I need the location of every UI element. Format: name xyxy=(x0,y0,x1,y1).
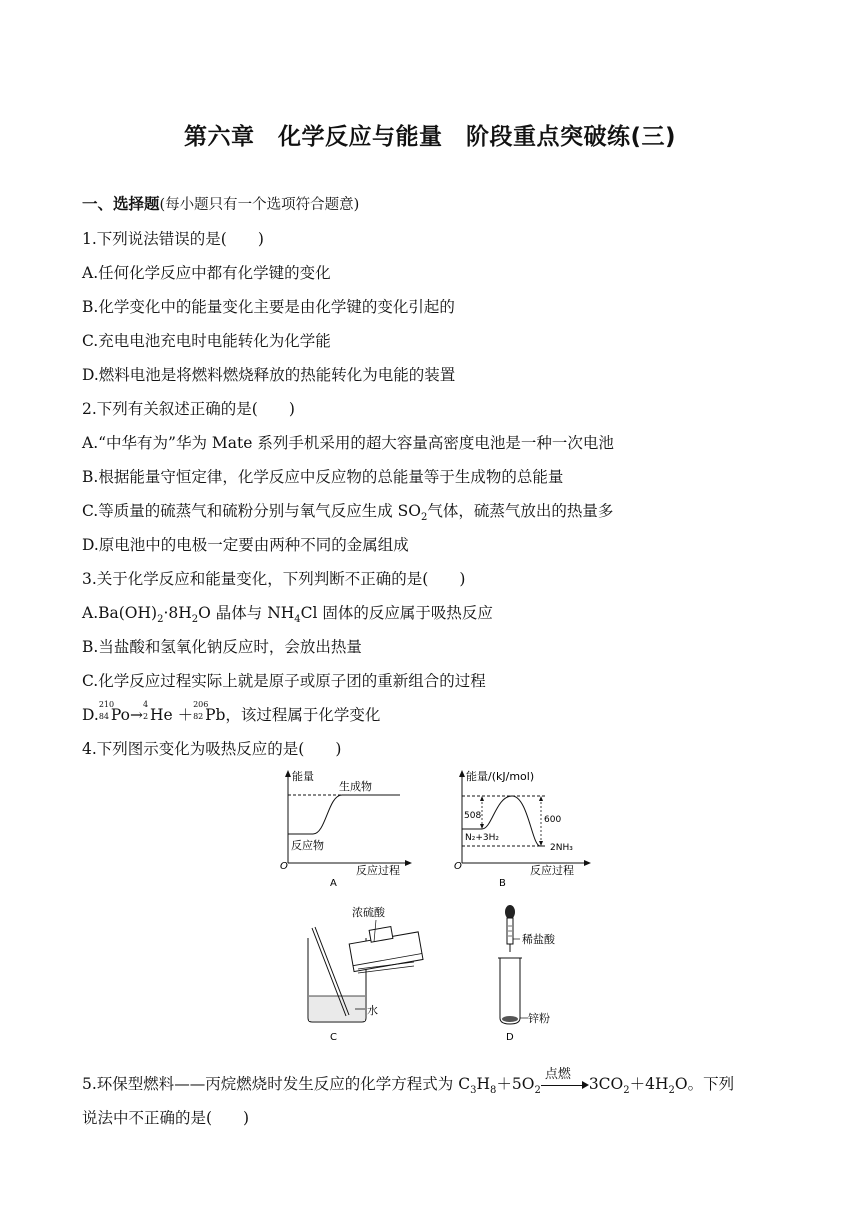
fig-b-xlabel: 反应过程 xyxy=(530,864,574,877)
fig-d-reagent: 稀盐酸 xyxy=(522,933,555,946)
q3-option-d: D. 210 84 Po→ 4 2 He ＋ 206 82 Pb，该过程属于化学变化 xyxy=(82,700,381,724)
fig-c-water: 水 xyxy=(367,1004,378,1017)
q3-option-b: B.当盐酸和氢氧化钠反应时，会放出热量 xyxy=(82,638,362,656)
figure-a-energy-diagram xyxy=(278,768,418,893)
fig-d-solid: 锌粉 xyxy=(528,1012,550,1025)
q2-option-c: C.等质量的硫蒸气和硫粉分别与氧气反应生成 $SO_2$气体，硫蒸气放出的热量多 xyxy=(82,502,614,524)
q3-option-a: $A.Ba(OH)_2\cdot 8H_2O$ 晶体与 $NH_4Cl$ 固体的反应属于吸热反应 xyxy=(82,604,493,626)
fig-a-ylabel: 能量 xyxy=(292,770,314,783)
q3-option-c: C.化学反应过程实际上就是原子或原子团的重新组合的过程 xyxy=(82,672,486,690)
fig-a-origin: O xyxy=(280,861,288,872)
q1-stem: 1.下列说法错误的是( ) xyxy=(82,230,264,248)
q1-option-d: D.燃料电池是将燃料燃烧释放的热能转化为电能的装置 xyxy=(82,366,456,384)
fig-a-caption: A xyxy=(330,878,337,889)
section-note: (每小题只有一个选项符合题意) xyxy=(159,197,360,213)
fig-a-reactant: 反应物 xyxy=(291,839,324,852)
fig-c-reagent: 浓硫酸 xyxy=(352,906,385,919)
q2-option-a: A.“中华有为”华为 Mate 系列手机采用的超大容量高密度电池是一种一次电池 xyxy=(82,434,614,452)
q5-stem-line1: 5.环保型燃料——丙烷燃烧时发生反应的化学方程式为 $C_3H_8+5O_2$ 点燃 $3CO_2+4H_2O$。下列 xyxy=(82,1067,735,1097)
fig-a-product: 生成物 xyxy=(339,780,372,793)
q2-option-d: D.原电池中的电极一定要由两种不同的金属组成 xyxy=(82,536,409,554)
fig-b-caption: B xyxy=(499,878,506,889)
figure-b-energy-diagram xyxy=(452,768,597,893)
q1-option-c: C.充电电池充电时电能转化为化学能 xyxy=(82,332,331,350)
section-heading xyxy=(82,192,359,214)
fig-b-product: 2NH₃ xyxy=(550,843,573,853)
q2-stem: 2.下列有关叙述正确的是( ) xyxy=(82,400,295,418)
q5-stem-line2: 说法中不正确的是( ) xyxy=(82,1109,250,1127)
fig-b-reactant: N₂+3H₂ xyxy=(465,833,499,843)
figure-c-apparatus xyxy=(300,902,435,1047)
fig-d-caption: D xyxy=(506,1032,514,1043)
page-title: 第六章 化学反应与能量 阶段重点突破练(三) xyxy=(183,124,677,150)
fig-b-ylabel: 能量/(kJ/mol) xyxy=(466,770,535,783)
fig-c-caption: C xyxy=(330,1032,337,1043)
q1-option-b: B.化学变化中的能量变化主要是由化学键的变化引起的 xyxy=(82,298,455,316)
q4-stem: 4.下列图示变化为吸热反应的是( ) xyxy=(82,740,342,758)
section-label: 一、选择题 xyxy=(82,195,160,213)
figure-d-apparatus xyxy=(488,902,578,1047)
q2-option-b: B.根据能量守恒定律，化学反应中反应物的总能量等于生成物的总能量 xyxy=(82,468,564,486)
fig-b-val1: 508 xyxy=(464,811,482,821)
q3-stem: 3.关于化学反应和能量变化，下列判断不正确的是( ) xyxy=(82,570,466,588)
fig-b-origin: O xyxy=(454,861,462,872)
fig-a-xlabel: 反应过程 xyxy=(356,864,400,877)
q1-option-a: A.任何化学反应中都有化学键的变化 xyxy=(82,264,331,282)
reaction-arrow: 点燃 xyxy=(541,1073,589,1091)
fig-b-val2: 600 xyxy=(544,815,562,825)
